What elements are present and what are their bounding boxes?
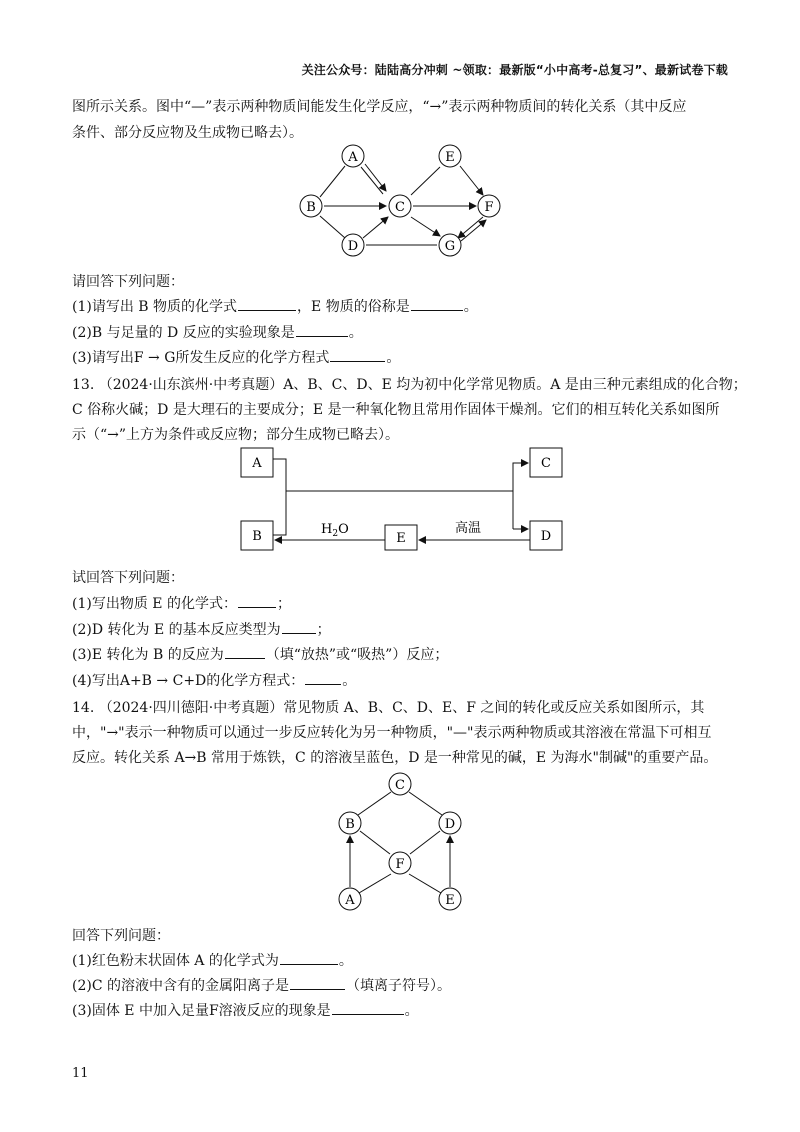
q12-edge-b-d: [320, 216, 345, 238]
q14-node-c: [389, 773, 411, 795]
page-number: 11: [72, 1066, 89, 1081]
q12-node-c: [389, 195, 411, 217]
q14-line3: 反应。转化关系 A→B 常用于炼铁，C 的溶液呈蓝色，D 是一种常见的碱，E 为海水"制碱"的重要产品。: [72, 750, 718, 766]
q13-sub4: (4)写出A+B → C+D的化学方程式： 。: [72, 673, 357, 689]
svg-text:A: A: [252, 456, 262, 471]
svg-text:F: F: [484, 200, 494, 215]
q14-node-a: [339, 888, 361, 910]
q14-line2: 中，"→"表示一种物质可以通过一步反应转化为另一种物质，"—"表示两种物质或其溶液在常温下可相互: [72, 725, 712, 741]
q12-node-e: [439, 145, 461, 167]
answer-blank[interactable]: [411, 298, 463, 311]
q14-prompt: 回答下列问题：: [72, 928, 170, 944]
answer-blank[interactable]: [225, 646, 265, 659]
q13-prompt: 试回答下列问题：: [72, 570, 184, 586]
q13-label-heat: 高温: [455, 521, 482, 536]
q13-sub1: (1)写出物质 E 的化学式： ；: [72, 596, 291, 612]
q14-edge-c-b: [358, 792, 391, 815]
svg-text:F: F: [395, 857, 405, 872]
q14-edge-f-e: [409, 874, 441, 893]
q12-node-b: [300, 195, 322, 217]
svg-text:C: C: [395, 200, 405, 215]
q12-sub3: (3)请写出F → G所发生反应的化学方程式 。: [72, 350, 401, 366]
svg-text:B: B: [345, 817, 355, 832]
q14-node-e: [439, 888, 461, 910]
svg-text:C: C: [541, 456, 551, 471]
q13-line1: 13. （2024·山东滨州·中考真题）A、B、C、D、E 均为初中化学常见物质。A 是由三种元素组成的化合物；: [72, 377, 747, 393]
q12-node-a: [342, 145, 364, 167]
q13-line2: C 俗称火碱；D 是大理石的主要成分；E 是一种氧化物且常用作固体干燥剂。它们的相互转化关系如图所: [72, 402, 720, 418]
q13-box-d: [530, 521, 562, 550]
q14-sub1: (1)红色粉末状固体 A 的化学式为 。: [72, 953, 353, 969]
q12-edge-a-c-2: [361, 167, 383, 194]
answer-blank[interactable]: [332, 1002, 404, 1015]
q13-edge-to-c: [513, 463, 528, 529]
q13-box-a: [241, 448, 273, 477]
q14-sub2: (2)C 的溶液中含有的金属阳离子是 （填离子符号）。: [72, 978, 451, 994]
q13-box-e: [385, 525, 417, 550]
svg-text:D: D: [540, 529, 552, 544]
svg-text:A: A: [345, 893, 355, 908]
q14-node-d: [439, 812, 461, 834]
q12-edge-f-g: [458, 217, 483, 238]
answer-blank[interactable]: [296, 324, 348, 337]
svg-text:E: E: [445, 893, 455, 908]
q13-box-b: [241, 521, 273, 550]
svg-text:D: D: [347, 239, 359, 254]
q12-edge-a-c-1: [365, 164, 386, 191]
q13-line3: 示（“→”上方为条件或反应物；部分生成物已略去）。: [72, 427, 400, 443]
q12-intro-line1: 图所示关系。图中“—”表示两种物质间能发生化学反应，“→”表示两种物质间的转化关系（其中反应: [72, 99, 687, 115]
answer-blank[interactable]: [238, 298, 296, 311]
q12-edge-b-a: [320, 166, 345, 197]
answer-blank[interactable]: [290, 977, 345, 990]
q12-intro-line2: 条件、部分反应物及生成物已略去）。: [72, 125, 303, 141]
page-header: 关注公众号：陆陆高分冲刺 ~领取：最新版“小中高考-总复习”、最新试卷下载: [301, 63, 728, 77]
q14-edge-d-f: [410, 831, 440, 854]
q14-edge-c-d: [409, 792, 442, 815]
q14-edge-b-f: [360, 831, 390, 854]
q12-sub2: (2)B 与足量的 D 反应的实验现象是 。: [72, 325, 363, 341]
q12-node-g: [439, 234, 461, 256]
q12-edge-g-f: [461, 220, 486, 241]
svg-text:G: G: [444, 239, 456, 254]
q14-line1: 14. （2024·四川德阳·中考真题）常见物质 A、B、C、D、E、F 之间的转化或反应关系如图所示，其: [72, 700, 705, 716]
q13-diagram: [235, 445, 575, 555]
q13-edge-a: [273, 459, 286, 535]
q13-box-c: [530, 448, 562, 477]
svg-text:D: D: [444, 817, 456, 832]
q12-diagram: [290, 140, 520, 265]
q12-sub1: (1)请写出 B 物质的化学式 ，E 物质的俗称是 。: [72, 299, 478, 315]
svg-text:E: E: [445, 150, 455, 165]
svg-text:E: E: [396, 531, 406, 546]
q14-edge-f-a: [359, 874, 391, 893]
q14-diagram: [330, 768, 470, 918]
answer-blank[interactable]: [238, 595, 276, 608]
svg-text:A: A: [348, 150, 358, 165]
answer-blank[interactable]: [305, 672, 341, 685]
answer-blank[interactable]: [282, 621, 316, 634]
answer-blank[interactable]: [280, 952, 338, 965]
q12-edge-c-e: [411, 167, 440, 195]
q14-sub3: (3)固体 E 中加入足量F溶液反应的现象是 。: [72, 1003, 419, 1019]
q12-edge-d-c: [363, 217, 388, 238]
answer-blank[interactable]: [330, 349, 385, 362]
q13-label-h2o: $H_2O$: [321, 522, 349, 539]
q14-node-b: [339, 812, 361, 834]
svg-text:B: B: [306, 200, 316, 215]
svg-text:B: B: [252, 529, 262, 544]
q13-sub3: (3)E 转化为 B 的反应为 （填“放热”或“吸热”）反应；: [72, 647, 449, 663]
q13-sub2: (2)D 转化为 E 的基本反应类型为 ；: [72, 622, 331, 638]
q12-node-f: [478, 195, 500, 217]
q14-node-f: [389, 852, 411, 874]
svg-text:C: C: [395, 778, 405, 793]
q12-edge-c-g: [411, 217, 440, 236]
q12-edge-e-f: [460, 166, 483, 195]
q12-prompt: 请回答下列问题：: [72, 274, 184, 290]
q12-node-d: [342, 234, 364, 256]
